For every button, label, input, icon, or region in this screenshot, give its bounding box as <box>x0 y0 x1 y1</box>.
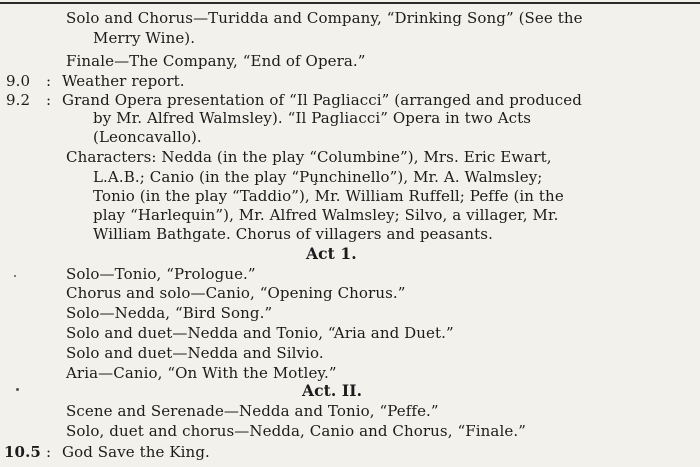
line-text: Solo—Nedda, “Bird Song.” <box>66 304 273 322</box>
act-heading <box>306 244 357 264</box>
line-text: Finale—The Company, “End of Opera.” <box>66 52 366 70</box>
time-colon: : <box>46 72 52 90</box>
line-text: L.A.B.; Canio (in the play “Pu̧nchinello”), Mr. A. Walmsley; <box>93 168 543 186</box>
line-text: Grand Opera presentation of “Il Pagliacci” (arranged and produced <box>62 91 582 109</box>
line-text: Solo and duet—Nedda and Silvio. <box>66 344 324 362</box>
line-text: Characters: Nedda (in the play “Columbine”), Mrs. Eric Ewart, <box>66 148 552 166</box>
line-text: Scene and Serenade—Nedda and Tonio, “Peffe.” <box>66 402 439 420</box>
top-rule <box>0 2 700 4</box>
print-speck <box>14 275 16 277</box>
line-text: Tonio (in the play “Taddio”), Mr. William Ruffell; Peffe (in the <box>93 187 564 205</box>
time-label: 9.2 <box>6 91 31 109</box>
line-text: William Bathgate. Chorus of villagers and peasants. <box>93 225 493 243</box>
line-text: Aria—Canio, “On With the Motley.” <box>66 364 337 382</box>
line-text: (Leoncavallo). <box>93 128 202 146</box>
act-one-heading: Act 1. <box>306 244 357 263</box>
line-text: Chorus and solo—Canio, “Opening Chorus.” <box>66 284 406 302</box>
time-colon: : <box>46 91 52 109</box>
act-heading <box>302 381 362 401</box>
line-text: Solo and Chorus—Turidda and Company, “Drinking Song” (See the <box>66 9 583 27</box>
print-speck <box>16 388 19 391</box>
line-text: Weather report. <box>62 72 185 90</box>
line-text: play “Harlequin”), Mr. Alfred Walmsley; Silvo, a villager, Mr. <box>93 206 559 224</box>
time-label: 10.5 <box>4 443 41 461</box>
line-text: God Save the King. <box>62 443 210 461</box>
line-text: Solo and duet—Nedda and Tonio, “Aria and Duet.” <box>66 324 454 342</box>
line-text: Solo, duet and chorus—Nedda, Canio and Chorus, “Finale.” <box>66 422 526 440</box>
line-text: Solo—Tonio, “Prologue.” <box>66 265 256 283</box>
time-label: 9.0 <box>6 72 31 90</box>
time-colon: : <box>46 443 52 461</box>
act-two-heading: Act. II. <box>302 381 363 400</box>
line-text: by Mr. Alfred Walmsley). “Il Pagliacci” Opera in two Acts <box>93 109 532 127</box>
line-text: Merry Wine). <box>93 29 196 47</box>
